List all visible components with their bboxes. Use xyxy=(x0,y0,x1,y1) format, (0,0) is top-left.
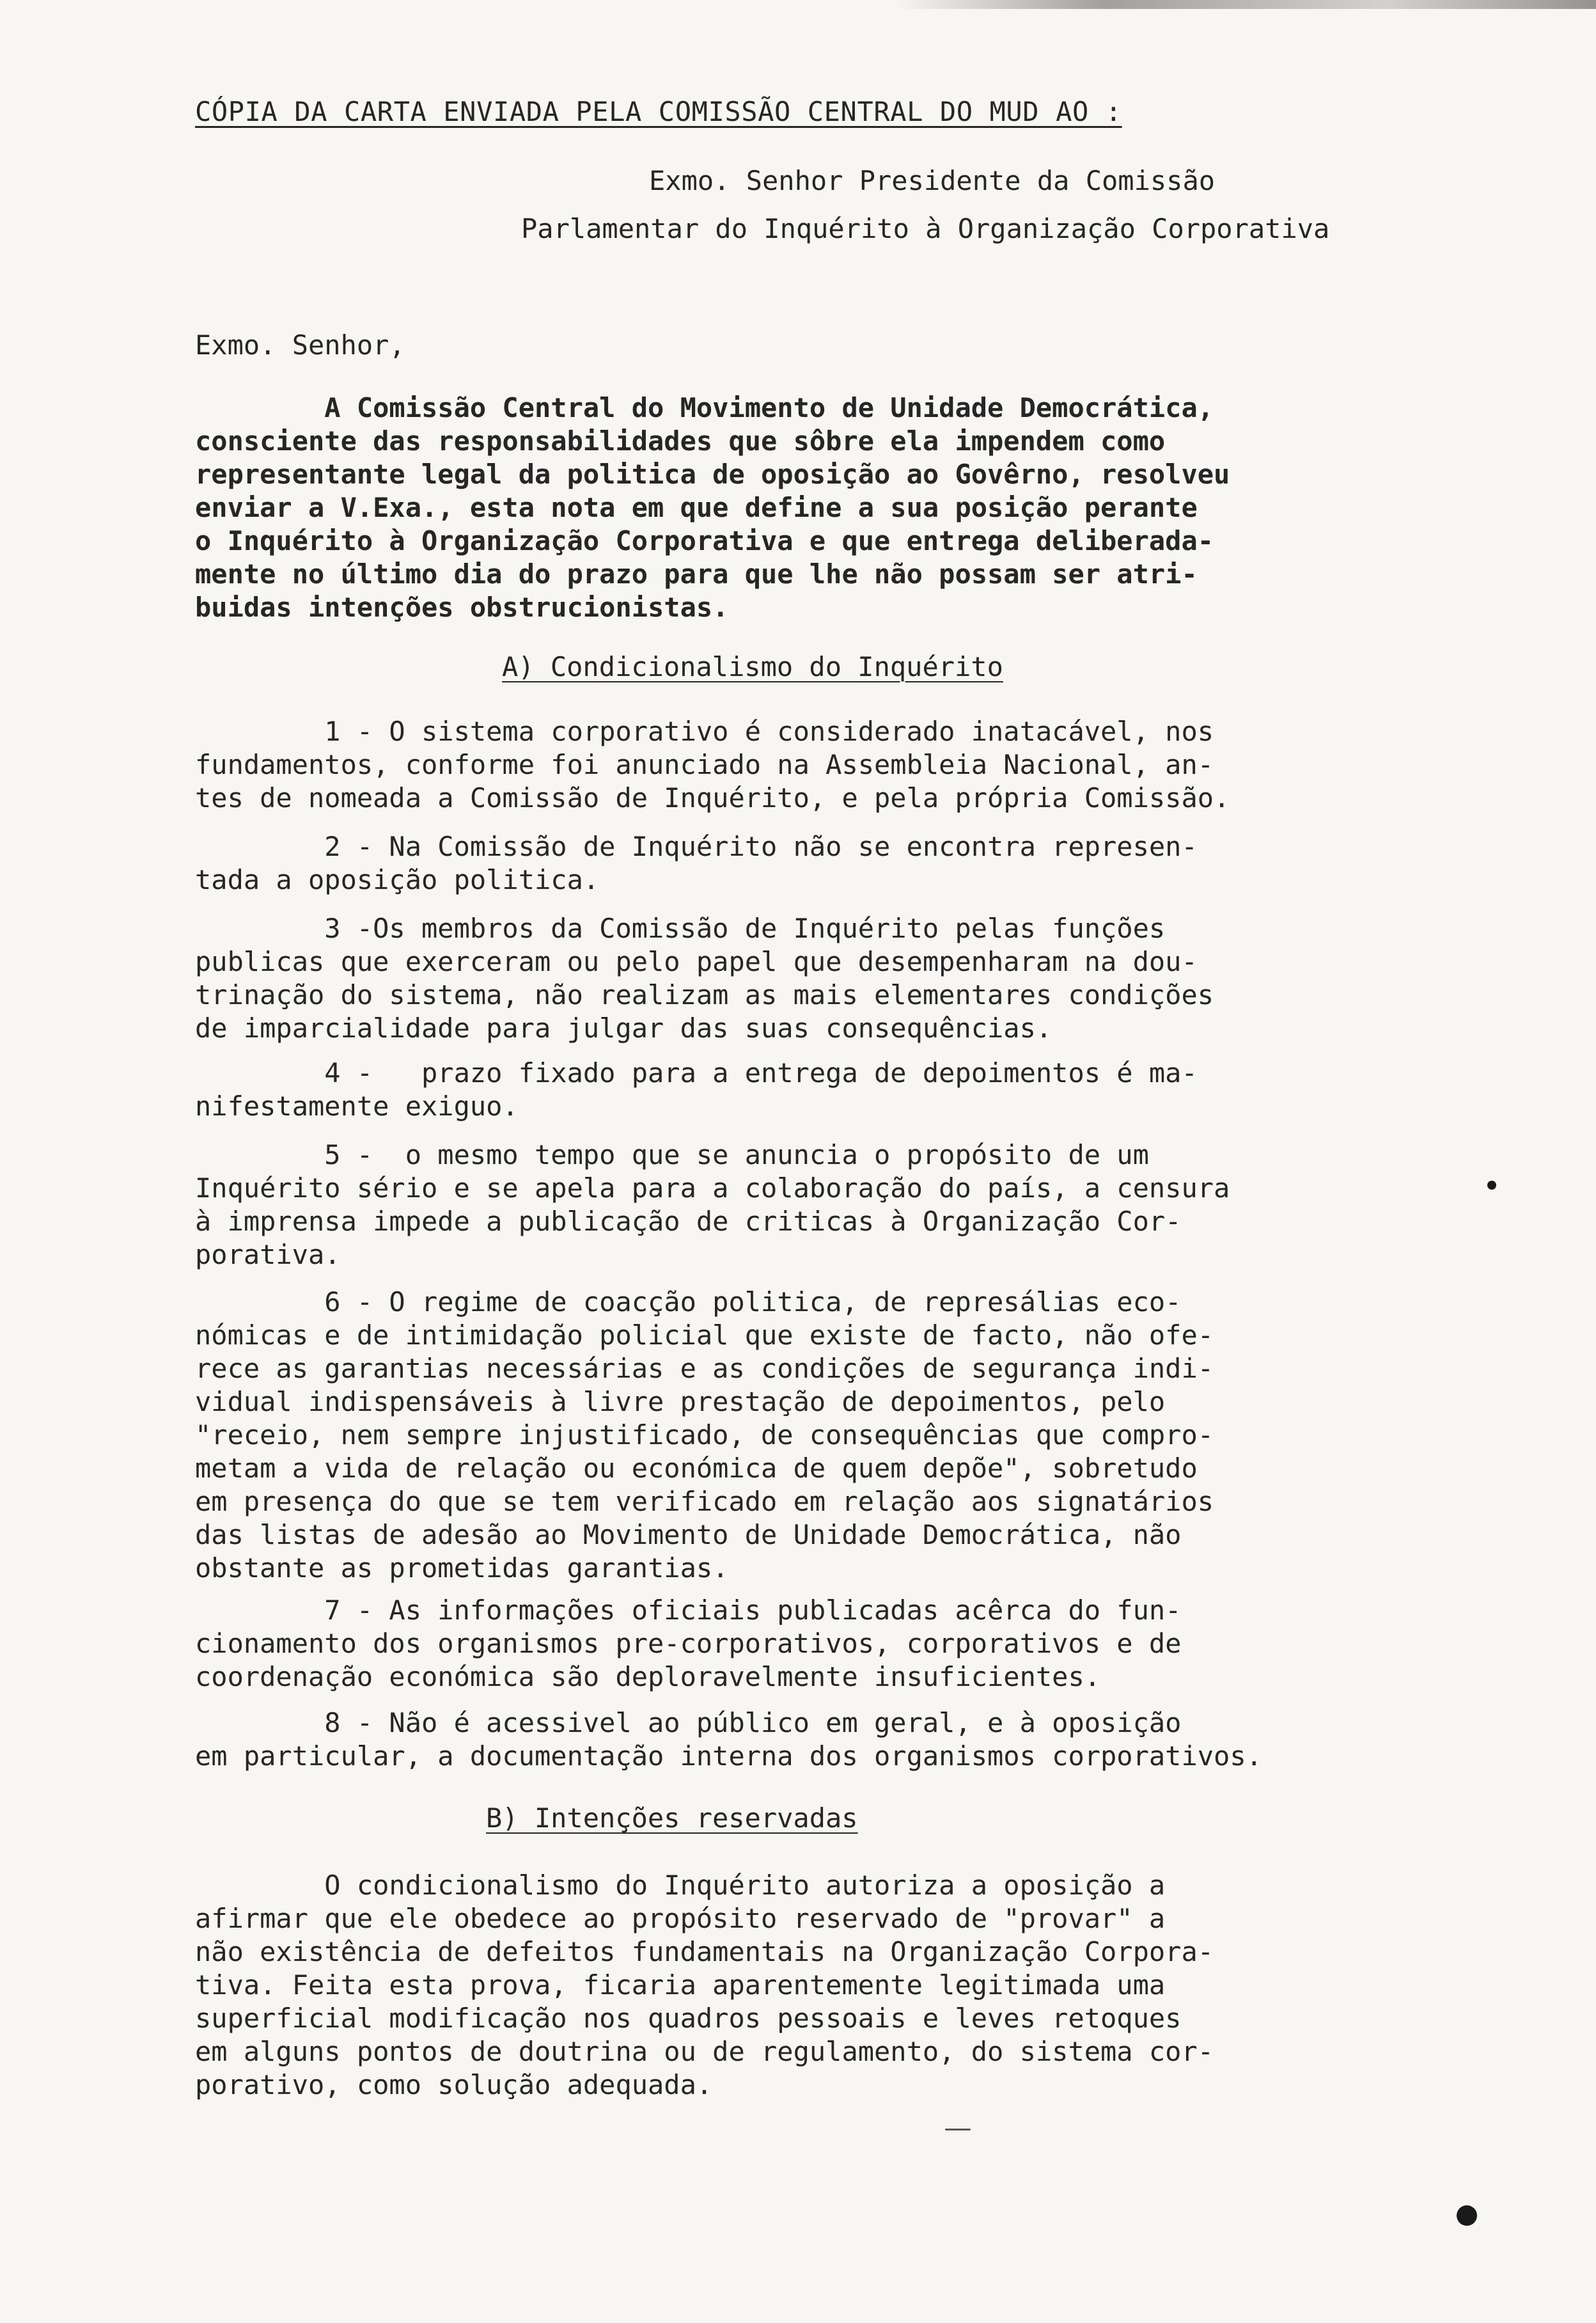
intro-line: buidas intenções obstrucionistas. xyxy=(195,592,729,623)
item-line: trinação do sistema, não realizam as mais elementares condições xyxy=(195,979,1214,1011)
item-line: 3 -Os membros da Comissão de Inquérito pelas funções xyxy=(195,913,1166,944)
item-line: em presença do que se tem verificado em relação aos signatários xyxy=(195,1486,1214,1517)
intro-line: o Inquérito à Organização Corporativa e que entrega deliberada- xyxy=(195,525,1214,556)
addressee-line-1: Exmo. Senhor Presidente da Comissão xyxy=(649,165,1216,196)
addressee-line-2: Parlamentar do Inquérito à Organização Corporativa xyxy=(521,213,1330,244)
section-a-item-7 xyxy=(195,1594,1461,1694)
intro-line: enviar a V.Exa., esta nota em que define a sua posição perante xyxy=(195,492,1198,523)
item-line: "receio, nem sempre injustificado, de consequências que compro- xyxy=(195,1419,1214,1451)
item-line: vidual indispensáveis à livre prestação de depoimentos, pelo xyxy=(195,1386,1166,1417)
item-line: tes de nomeada a Comissão de Inquérito, e pela própria Comissão. xyxy=(195,782,1230,814)
item-line: metam a vida de relação ou económica de quem depõe", sobretudo xyxy=(195,1453,1198,1484)
section-a-item-5 xyxy=(195,1138,1461,1272)
item-line: das listas de adesão ao Movimento de Unidade Democrática, não xyxy=(195,1519,1182,1550)
salutation: Exmo. Senhor, xyxy=(195,329,405,361)
pencil-mark xyxy=(945,2129,971,2130)
item-line: de imparcialidade para julgar das suas consequências. xyxy=(195,1012,1052,1044)
item-line: publicas que exerceram ou pelo papel que desempenharam na dou- xyxy=(195,946,1198,977)
section-a-item-3 xyxy=(195,912,1461,1045)
item-line: 8 - Não é acessivel ao público em geral, e à oposição xyxy=(195,1707,1182,1738)
section-b-line: porativo, como solução adequada. xyxy=(195,2069,713,2100)
section-b-line: O condicionalismo do Inquérito autoriza a oposição a xyxy=(195,1870,1166,1901)
item-line: 5 - o mesmo tempo que se anuncia o propósito de um xyxy=(195,1139,1149,1170)
item-line: 7 - As informações oficiais publicadas acêrca do fun- xyxy=(195,1595,1182,1626)
item-line: rece as garantias necessárias e as condições de segurança indi- xyxy=(195,1353,1214,1384)
scan-edge-artifact xyxy=(895,0,1596,9)
item-line: obstante as prometidas garantias. xyxy=(195,1552,729,1584)
ink-dot xyxy=(1487,1181,1496,1190)
section-b-heading: B) Intenções reservadas xyxy=(486,1802,858,1834)
intro-line: consciente das responsabilidades que sôbre ela impendem como xyxy=(195,425,1166,457)
item-line: 1 - O sistema corporativo é considerado inatacável, nos xyxy=(195,716,1214,747)
item-line: fundamentos, conforme foi anunciado na Assembleia Nacional, an- xyxy=(195,749,1214,780)
section-b-line: em alguns pontos de doutrina ou de regulamento, do sistema cor- xyxy=(195,2036,1214,2067)
section-a-item-6 xyxy=(195,1286,1461,1585)
item-line: em particular, a documentação interna dos organismos corporativos. xyxy=(195,1740,1262,1772)
item-line: 4 - prazo fixado para a entrega de depoimentos é ma- xyxy=(195,1057,1198,1089)
item-line: à imprensa impede a publicação de criticas à Organização Cor- xyxy=(195,1206,1182,1237)
section-a-item-2 xyxy=(195,830,1461,897)
section-b-line: afirmar que ele obedece ao propósito reservado de "provar" a xyxy=(195,1903,1166,1934)
section-b-line: superficial modificação nos quadros pessoais e leves retoques xyxy=(195,2003,1182,2034)
section-b-line: tiva. Feita esta prova, ficaria aparentemente legitimada uma xyxy=(195,1969,1166,2001)
item-line: cionamento dos organismos pre-corporativos, corporativos e de xyxy=(195,1628,1182,1659)
document-title: CÓPIA DA CARTA ENVIADA PELA COMISSÃO CENTRAL DO MUD AO : xyxy=(195,96,1122,127)
section-a-item-4 xyxy=(195,1057,1461,1123)
intro-line: representante legal da politica de oposição ao Govêrno, resolveu xyxy=(195,459,1230,490)
item-line: tada a oposição politica. xyxy=(195,864,600,895)
item-line: porativa. xyxy=(195,1239,341,1270)
item-line: 2 - Na Comissão de Inquérito não se encontra represen- xyxy=(195,831,1198,862)
intro-paragraph xyxy=(195,391,1461,624)
item-line: Inquérito sério e se apela para a colaboração do país, a censura xyxy=(195,1172,1230,1204)
item-line: nifestamente exiguo. xyxy=(195,1091,519,1122)
ink-dot xyxy=(1457,2205,1477,2226)
section-a-heading: A) Condicionalismo do Inquérito xyxy=(502,651,1003,682)
section-b-line: não existência de defeitos fundamentais na Organização Corpora- xyxy=(195,1936,1214,1967)
section-b-paragraph xyxy=(195,1869,1461,2102)
item-line: 6 - O regime de coacção politica, de represálias eco- xyxy=(195,1286,1182,1318)
item-line: nómicas e de intimidação policial que existe de facto, não ofe- xyxy=(195,1319,1214,1351)
item-line: coordenação económica são deploravelmente insuficientes. xyxy=(195,1661,1101,1692)
intro-line: mente no último dia do prazo para que lhe não possam ser atri- xyxy=(195,558,1198,590)
section-a-item-1 xyxy=(195,715,1461,815)
section-a-item-8 xyxy=(195,1706,1461,1773)
intro-line: A Comissão Central do Movimento de Unidade Democrática, xyxy=(195,392,1214,423)
